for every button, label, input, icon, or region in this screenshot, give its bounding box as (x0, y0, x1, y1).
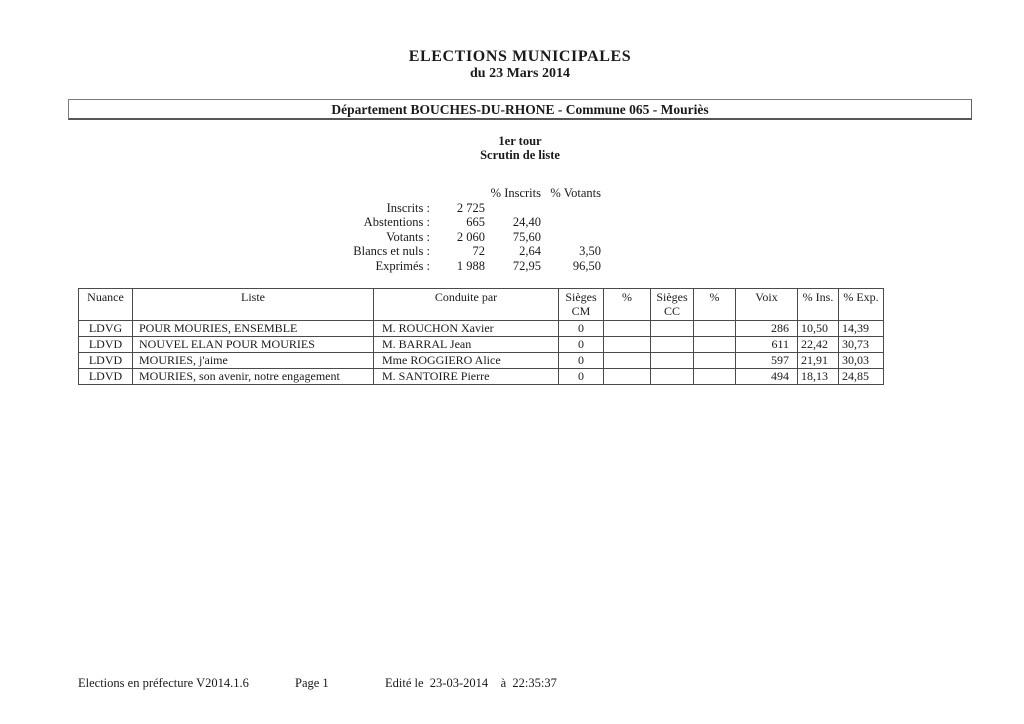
cell-pct-cc (694, 321, 736, 337)
cell-pct-cm (604, 337, 651, 353)
col-header-pct-cm (604, 289, 651, 321)
stats-header-row (280, 186, 601, 201)
round-number: 1er tour (498, 134, 542, 148)
footer-edited-timestamp: Edité le 23-03-2014 à 22:35:37 (385, 676, 557, 690)
col-header-line1: % (622, 290, 632, 304)
stats-header-pct-votants: % Votants (550, 186, 601, 200)
col-header-pct-cc (694, 289, 736, 321)
cell-sieges-cm: 0 (559, 321, 604, 337)
col-header-line1: Sièges (656, 290, 688, 304)
stats-row-votants (280, 230, 601, 245)
col-header-nuance (79, 289, 133, 321)
stat-label: Exprimés : (375, 258, 430, 273)
col-header-line2: CC (663, 303, 680, 318)
stat-value: 72 (472, 244, 485, 259)
cell-conduite-par: M. BARRAL Jean (374, 337, 559, 353)
cell-voix: 286 (736, 321, 798, 337)
stat-pct-votants (541, 230, 601, 245)
footer-page-number: Page 1 (295, 676, 329, 690)
col-header-line1: Voix (755, 290, 778, 304)
cell-pct-cm (604, 353, 651, 369)
page-title: ELECTIONS MUNICIPALES (408, 48, 632, 65)
stat-label: Inscrits : (386, 200, 430, 215)
stat-pct-inscrits: 2,64 (519, 244, 541, 259)
cell-pct-cc (694, 337, 736, 353)
results-header-row (79, 289, 884, 321)
cell-voix: 494 (736, 369, 798, 385)
cell-nuance: LDVD (79, 337, 133, 353)
col-header-line1: Sièges (565, 290, 597, 304)
cell-nuance: LDVG (79, 321, 133, 337)
participation-stats-table (280, 186, 601, 274)
cell-nuance: LDVD (79, 369, 133, 385)
cell-pct-cc (694, 353, 736, 369)
stat-value: 1 988 (456, 258, 485, 273)
cell-pct-ins: 21,91 (798, 353, 839, 369)
col-header-line1: % Exp. (843, 290, 879, 304)
stat-pct-inscrits: 24,40 (512, 215, 541, 230)
cell-voix: 611 (736, 337, 798, 353)
cell-pct-ins: 18,13 (798, 369, 839, 385)
result-row (79, 337, 884, 353)
department-header-text: Département BOUCHES-DU-RHONE - Commune 065 - Mouriès (331, 102, 709, 117)
stat-pct-inscrits (485, 201, 541, 216)
stats-header-spacer (430, 186, 485, 201)
col-header-conduite-par (374, 289, 559, 321)
stats-row-exprimes (280, 259, 601, 274)
cell-liste: POUR MOURIES, ENSEMBLE (133, 321, 374, 337)
stat-value: 665 (466, 215, 485, 230)
cell-sieges-cm: 0 (559, 353, 604, 369)
cell-sieges-cc (651, 321, 694, 337)
stats-header-pct-inscrits: % Inscrits (490, 186, 541, 200)
stat-pct-votants: 96,50 (572, 258, 601, 273)
cell-pct-cm (604, 321, 651, 337)
stats-row-abstentions (280, 215, 601, 230)
cell-conduite-par: M. ROUCHON Xavier (374, 321, 559, 337)
col-header-pct-ins (798, 289, 839, 321)
result-row (79, 353, 884, 369)
col-header-line2: CM (571, 303, 591, 318)
cell-sieges-cm: 0 (559, 369, 604, 385)
stat-value: 2 060 (456, 229, 485, 244)
cell-sieges-cc (651, 337, 694, 353)
cell-voix: 597 (736, 353, 798, 369)
col-header-pct-exp (839, 289, 884, 321)
results-table (78, 288, 884, 385)
round-block (68, 134, 972, 162)
title-block (68, 48, 972, 81)
ballot-type: Scrutin de liste (480, 148, 560, 162)
cell-pct-cm (604, 369, 651, 385)
cell-pct-exp: 24,85 (839, 369, 884, 385)
stats-header-spacer (280, 186, 430, 201)
col-header-line1: % Ins. (802, 290, 834, 304)
cell-pct-ins: 10,50 (798, 321, 839, 337)
col-header-sieges-cc (651, 289, 694, 321)
col-header-voix (736, 289, 798, 321)
cell-liste: MOURIES, son avenir, notre engagement (133, 369, 374, 385)
stat-label: Votants : (386, 229, 430, 244)
page-footer (0, 676, 1024, 692)
stat-label: Abstentions : (363, 215, 430, 230)
stat-pct-votants: 3,50 (579, 244, 601, 259)
stat-value: 2 725 (456, 200, 485, 215)
col-header-line1: Nuance (87, 290, 124, 304)
cell-pct-exp: 30,73 (839, 337, 884, 353)
stat-pct-votants (541, 215, 601, 230)
cell-pct-exp: 14,39 (839, 321, 884, 337)
stat-pct-inscrits: 75,60 (512, 229, 541, 244)
cell-liste: MOURIES, j'aime (133, 353, 374, 369)
department-header-box (68, 99, 972, 120)
stats-row-blancs-nuls (280, 244, 601, 259)
cell-sieges-cm: 0 (559, 337, 604, 353)
cell-conduite-par: Mme ROGGIERO Alice (374, 353, 559, 369)
result-row (79, 321, 884, 337)
cell-pct-cc (694, 369, 736, 385)
cell-conduite-par: M. SANTOIRE Pierre (374, 369, 559, 385)
cell-pct-ins: 22,42 (798, 337, 839, 353)
col-header-line1: % (709, 290, 720, 304)
stat-label: Blancs et nuls : (353, 244, 430, 259)
col-header-sieges-cm (559, 289, 604, 321)
stats-row-inscrits (280, 201, 601, 216)
cell-liste: NOUVEL ELAN POUR MOURIES (133, 337, 374, 353)
col-header-liste (133, 289, 374, 321)
footer-app-version: Elections en préfecture V2014.1.6 (78, 676, 249, 690)
stat-pct-inscrits: 72,95 (512, 258, 541, 273)
cell-nuance: LDVD (79, 353, 133, 369)
result-row (79, 369, 884, 385)
col-header-line1: Conduite par (434, 290, 498, 304)
cell-pct-exp: 30,03 (839, 353, 884, 369)
cell-sieges-cc (651, 353, 694, 369)
col-header-line1: Liste (241, 290, 265, 304)
page-subtitle-date: du 23 Mars 2014 (470, 66, 570, 81)
stat-pct-votants (541, 201, 601, 216)
cell-sieges-cc (651, 369, 694, 385)
